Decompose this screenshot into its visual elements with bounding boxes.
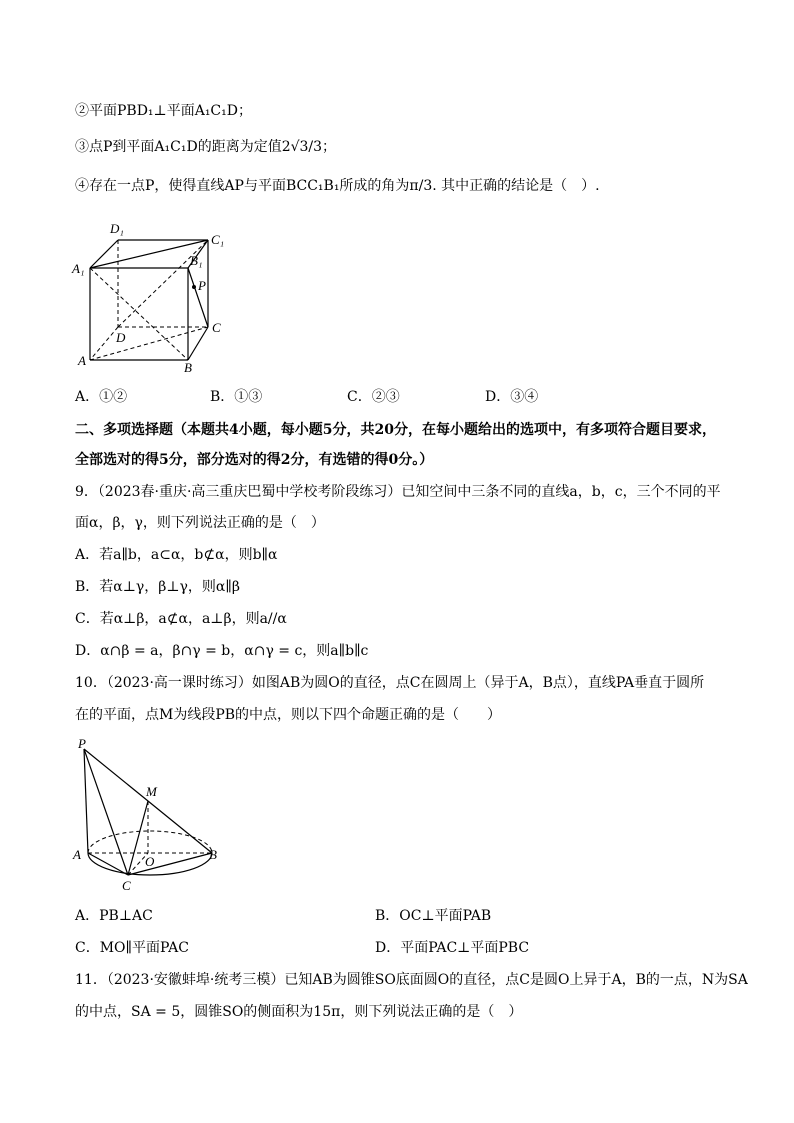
q11-stem-line2: 的中点，SA = 5，圆锥SO的侧面积为15π，则下列说法正确的是（ ） — [75, 1004, 523, 1020]
label-C1: C₁ — [211, 232, 225, 247]
q10-option-d[interactable]: D．平面PAC⊥平面PBC — [375, 940, 530, 956]
q10-option-c[interactable]: C．MO∥平面PAC — [75, 940, 189, 956]
q8-statement-4: ④存在一点P，使得直线AP与平面BCC₁B₁所成的角为π/3. 其中正确的结论是（ ）. — [75, 178, 600, 194]
q8-option-c[interactable]: C．②③ — [347, 389, 400, 405]
q9-option-d[interactable]: D．α∩β = a，β∩γ = b，α∩γ = c，则a∥b∥c — [75, 643, 369, 659]
q8-statement-2: ②平面PBD₁⊥平面A₁C₁D； — [75, 103, 252, 119]
q8-statement-3: ③点P到平面A₁C₁D的距离为定值2√3/3； — [75, 139, 337, 155]
cube-figure — [70, 215, 240, 375]
q9-stem-line2: 面α，β，γ，则下列说法正确的是（ ） — [75, 515, 325, 531]
q9-option-c[interactable]: C．若α⊥β，a⊄α，a⊥β，则a//α — [75, 611, 287, 627]
q10-option-b[interactable]: B．OC⊥平面PAB — [375, 908, 492, 924]
q8-option-d[interactable]: D．③④ — [485, 389, 539, 405]
label-C: C — [122, 878, 131, 893]
q10-stem-line1: 10．（2023·高一课时练习）如图AB为圆O的直径，点C在圆周上（异于A，B点），直线PA垂直于圆所 — [75, 675, 705, 691]
label-A: A — [73, 847, 81, 862]
q10-option-a[interactable]: A．PB⊥AC — [75, 908, 153, 924]
label-B: B — [184, 360, 192, 375]
q8-option-b[interactable]: B．①③ — [210, 389, 263, 405]
q11-stem-line1: 11．（2023·安徽蚌埠·统考三模）已知AB为圆锥SO底面圆O的直径，点C是圆O上异于A，B的一点，N为SA — [75, 972, 748, 988]
cone-figure — [70, 735, 240, 895]
label-B1: B₁ — [190, 253, 203, 268]
label-C: C — [212, 320, 221, 335]
label-A: A — [78, 353, 86, 368]
label-B: B — [209, 847, 217, 862]
label-O: O — [145, 854, 155, 869]
q10-stem-line2: 在的平面，点M为线段PB的中点，则以下四个命题正确的是（ ） — [75, 707, 502, 723]
section-2-heading: 二、多项选择题（本题共4小题，每小题5分，共20分，在每小题给出的选项中，有多项符合题目要求， — [75, 422, 716, 438]
label-A1: A₁ — [72, 261, 85, 276]
section-2-heading-cont: 全部选对的得5分，部分选对的得2分，有选错的得0分。） — [75, 452, 434, 468]
label-P: P — [198, 278, 206, 293]
q8-option-a[interactable]: A．①② — [75, 389, 128, 405]
label-M: M — [146, 784, 157, 799]
label-D: D — [116, 330, 126, 345]
label-P: P — [78, 736, 86, 751]
q9-option-b[interactable]: B．若α⊥γ，β⊥γ，则α∥β — [75, 579, 240, 595]
q9-stem-line1: 9．（2023春·重庆·高三重庆巴蜀中学校考阶段练习）已知空间中三条不同的直线a，b，c，三个不同的平 — [75, 484, 721, 500]
label-D1: D₁ — [110, 221, 124, 236]
q9-option-a[interactable]: A．若a∥b，a⊂α，b⊄α，则b∥α — [75, 547, 278, 563]
